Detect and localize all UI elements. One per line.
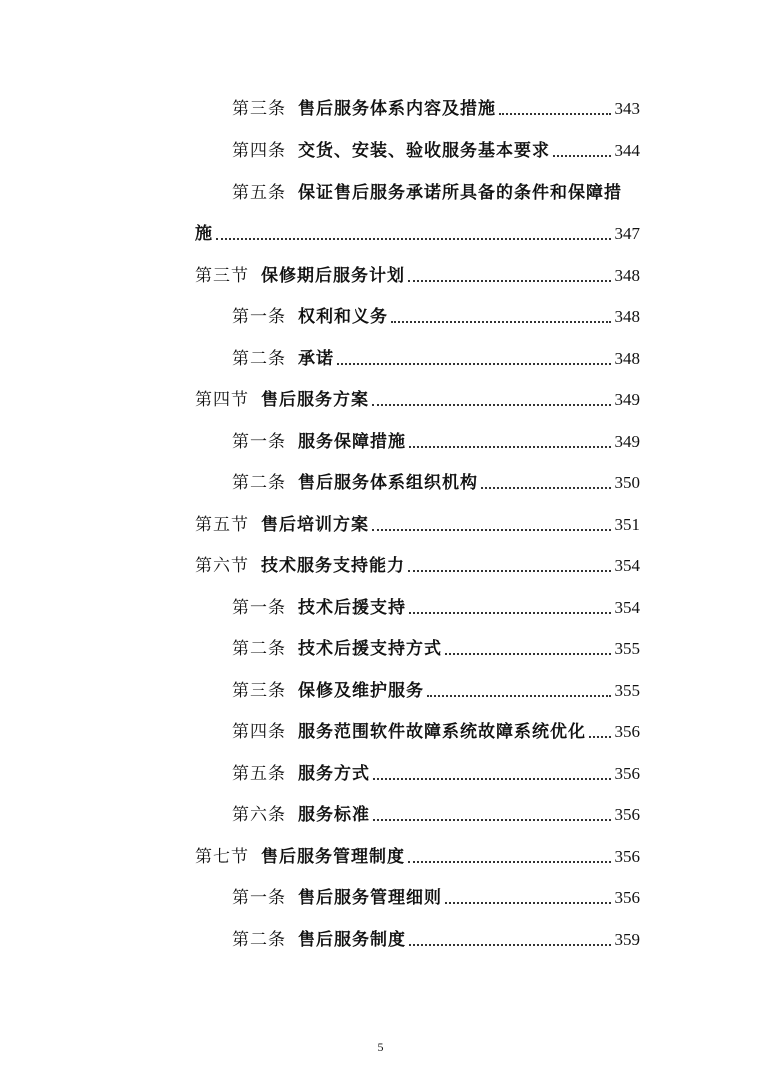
toc-entry[interactable]: [195, 257, 640, 287]
dot-leader: [481, 487, 611, 489]
toc-entry-number: 第四条: [232, 722, 286, 742]
toc-entry-page: 343: [614, 99, 640, 118]
dot-leader: [408, 570, 611, 572]
toc-entry-number: 第二条: [232, 349, 286, 369]
toc-entry-title: 承诺: [298, 349, 334, 369]
toc-entry-page: 351: [614, 515, 640, 534]
toc-entry-title: 售后服务制度: [298, 930, 406, 950]
toc-entry-page: 356: [614, 888, 640, 907]
toc-entry-title: 交货、安装、验收服务基本要求: [298, 141, 550, 161]
toc-entry-number: 第二条: [232, 930, 286, 950]
toc-entry[interactable]: [195, 838, 640, 868]
dot-leader: [409, 612, 611, 614]
toc-entry-number: 第六条: [232, 805, 286, 825]
toc-entry-page: 344: [614, 141, 640, 160]
toc-entry[interactable]: [232, 755, 640, 785]
dot-leader: [216, 238, 611, 240]
page-number: 5: [377, 1040, 384, 1054]
toc-entry-title: 服务方式: [298, 764, 370, 784]
toc-entry[interactable]: [232, 90, 640, 120]
toc-entry[interactable]: [232, 340, 640, 370]
dot-leader: [409, 446, 611, 448]
toc-entry[interactable]: [232, 589, 640, 619]
toc-entry-title: 服务标准: [298, 805, 370, 825]
toc-entry[interactable]: [195, 381, 640, 411]
toc-entry-number: 第七节: [195, 847, 249, 867]
toc-entry-page: 356: [614, 805, 640, 824]
toc-entry-title: 保修及维护服务: [298, 681, 424, 701]
dot-leader: [499, 113, 611, 115]
toc-entry[interactable]: [232, 796, 640, 826]
toc-entry-number: 第四节: [195, 390, 249, 410]
toc-entry-page: 349: [614, 432, 640, 451]
toc-entry[interactable]: [232, 464, 640, 494]
toc-entry-page: 354: [614, 598, 640, 617]
toc-entry[interactable]: [232, 713, 640, 743]
toc-entry[interactable]: [195, 506, 640, 536]
dot-leader: [427, 695, 611, 697]
toc-entry-title: 售后服务体系组织机构: [298, 473, 478, 493]
toc-entry-title: 服务保障措施: [298, 432, 406, 452]
toc-entry-number: 第一条: [232, 598, 286, 618]
dot-leader: [373, 819, 611, 821]
toc-entry-number: 第一条: [232, 307, 286, 327]
toc-entry[interactable]: [232, 132, 640, 162]
toc-entry[interactable]: [195, 547, 640, 577]
toc-entry-page: 356: [614, 722, 640, 741]
toc-entry[interactable]: [232, 879, 640, 909]
dot-leader: [391, 321, 611, 323]
toc-entry-page: 349: [614, 390, 640, 409]
toc-entry-number: 第三条: [232, 681, 286, 701]
toc-entry-page: 355: [614, 681, 640, 700]
dot-leader: [409, 944, 611, 946]
toc-entry-page: 354: [614, 556, 640, 575]
toc-entry-number: 第五条: [232, 764, 286, 784]
toc-entry-title: 售后服务体系内容及措施: [298, 99, 496, 119]
dot-leader: [445, 902, 611, 904]
dot-leader: [445, 653, 611, 655]
toc-entry-number: 第四条: [232, 141, 286, 161]
dot-leader: [408, 280, 611, 282]
dot-leader: [372, 404, 611, 406]
dot-leader: [372, 529, 611, 531]
toc-entry-title: 售后培训方案: [261, 515, 369, 535]
toc-entry-number: 第一条: [232, 432, 286, 452]
toc-entry-continuation[interactable]: [195, 215, 640, 245]
dot-leader: [373, 778, 611, 780]
toc-entry-title: 保修期后服务计划: [261, 266, 405, 286]
toc-entry-page: 348: [614, 349, 640, 368]
toc-entry[interactable]: [232, 672, 640, 702]
toc-entry-number: 第三条: [232, 99, 286, 119]
toc-entry-number: 第一条: [232, 888, 286, 908]
toc-entry-page: 347: [614, 224, 640, 243]
toc-entry[interactable]: [232, 423, 640, 453]
toc-entry-page: 356: [614, 764, 640, 783]
toc-entry-title: 售后服务管理细则: [298, 888, 442, 908]
toc-entry-page: 348: [614, 266, 640, 285]
toc-entry-page: 355: [614, 639, 640, 658]
toc-entry-title: 技术服务支持能力: [261, 556, 405, 576]
dot-leader: [553, 155, 611, 157]
dot-leader: [589, 736, 611, 738]
toc-entry-number: 第六节: [195, 556, 249, 576]
toc-entry-page: 350: [614, 473, 640, 492]
toc-entry-title-continuation: 施: [195, 224, 213, 244]
toc-entry-page: 356: [614, 847, 640, 866]
toc-entry-page: 359: [614, 930, 640, 949]
toc-entry-title: 技术后援支持方式: [298, 639, 442, 659]
toc-entry-number: 第五条: [232, 183, 286, 203]
toc-entry-page: 348: [614, 307, 640, 326]
toc-entry-title: 技术后援支持: [298, 598, 406, 618]
toc-entry[interactable]: [232, 921, 640, 951]
dot-leader: [337, 363, 611, 365]
toc-entry-title: 售后服务方案: [261, 390, 369, 410]
toc-entry-title: 售后服务管理制度: [261, 847, 405, 867]
toc-entry[interactable]: [232, 298, 640, 328]
toc-entry[interactable]: [232, 174, 640, 204]
toc-entry-number: 第三节: [195, 266, 249, 286]
toc-entry-title: 权利和义务: [298, 307, 388, 327]
toc-entry-title: 服务范围软件故障系统故障系统优化: [298, 722, 586, 742]
toc-entry-number: 第五节: [195, 515, 249, 535]
dot-leader: [408, 861, 611, 863]
toc-entry-title: 保证售后服务承诺所具备的条件和保障措: [298, 183, 622, 203]
toc-entry[interactable]: [232, 630, 640, 660]
toc-entry-number: 第二条: [232, 639, 286, 659]
toc-entry-number: 第二条: [232, 473, 286, 493]
